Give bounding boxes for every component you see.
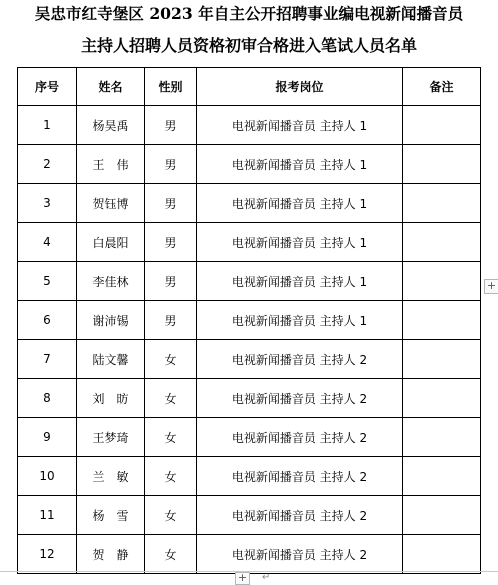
header-position: 报考岗位 bbox=[197, 68, 403, 106]
table-row bbox=[18, 223, 481, 262]
cell-remarks bbox=[403, 184, 481, 223]
cell-remarks bbox=[403, 379, 481, 418]
cell-remarks bbox=[403, 262, 481, 301]
cell-index: 10 bbox=[18, 457, 77, 496]
cell-index: 6 bbox=[18, 301, 77, 340]
cell-position: 电视新闻播音员 主持人 2 bbox=[197, 379, 403, 418]
cell-index: 7 bbox=[18, 340, 77, 379]
table-row bbox=[18, 496, 481, 535]
table-row bbox=[18, 418, 481, 457]
add-row-icon[interactable]: + bbox=[484, 279, 498, 294]
cell-index: 2 bbox=[18, 145, 77, 184]
cell-position: 电视新闻播音员 主持人 1 bbox=[197, 145, 403, 184]
cell-position: 电视新闻播音员 主持人 1 bbox=[197, 301, 403, 340]
cell-remarks bbox=[403, 496, 481, 535]
table-row bbox=[18, 379, 481, 418]
candidate-table bbox=[17, 67, 481, 574]
paragraph-return-icon: ↵ bbox=[262, 572, 271, 583]
cell-remarks bbox=[403, 535, 481, 574]
cell-remarks bbox=[403, 457, 481, 496]
cell-name: 陆文馨 bbox=[77, 340, 145, 379]
header-gender: 性别 bbox=[145, 68, 197, 106]
cell-index: 9 bbox=[18, 418, 77, 457]
cell-gender: 女 bbox=[145, 457, 197, 496]
cell-name: 王 伟 bbox=[77, 145, 145, 184]
cell-name: 李佳林 bbox=[77, 262, 145, 301]
cell-name: 兰 敏 bbox=[77, 457, 145, 496]
cell-position: 电视新闻播音员 主持人 2 bbox=[197, 457, 403, 496]
cell-name: 贺 静 bbox=[77, 535, 145, 574]
cell-gender: 女 bbox=[145, 418, 197, 457]
cell-index: 8 bbox=[18, 379, 77, 418]
header-index: 序号 bbox=[18, 68, 77, 106]
cell-gender: 男 bbox=[145, 262, 197, 301]
cell-gender: 女 bbox=[145, 535, 197, 574]
cell-index: 12 bbox=[18, 535, 77, 574]
table-row bbox=[18, 145, 481, 184]
cell-name: 贺钰博 bbox=[77, 184, 145, 223]
cell-name: 谢沛锡 bbox=[77, 301, 145, 340]
table-row bbox=[18, 457, 481, 496]
cell-gender: 男 bbox=[145, 301, 197, 340]
cell-position: 电视新闻播音员 主持人 1 bbox=[197, 262, 403, 301]
cell-remarks bbox=[403, 145, 481, 184]
table-row bbox=[18, 535, 481, 574]
cell-position: 电视新闻播音员 主持人 1 bbox=[197, 184, 403, 223]
cell-remarks bbox=[403, 301, 481, 340]
cell-gender: 男 bbox=[145, 184, 197, 223]
cell-position: 电视新闻播音员 主持人 2 bbox=[197, 418, 403, 457]
cell-name: 杨昊禹 bbox=[77, 106, 145, 145]
table-row bbox=[18, 262, 481, 301]
header-remarks: 备注 bbox=[403, 68, 481, 106]
cell-index: 1 bbox=[18, 106, 77, 145]
cell-index: 3 bbox=[18, 184, 77, 223]
cell-name: 刘 昉 bbox=[77, 379, 145, 418]
cell-index: 5 bbox=[18, 262, 77, 301]
cell-name: 白晨阳 bbox=[77, 223, 145, 262]
cell-position: 电视新闻播音员 主持人 2 bbox=[197, 340, 403, 379]
cell-gender: 女 bbox=[145, 496, 197, 535]
cell-remarks bbox=[403, 340, 481, 379]
cell-gender: 男 bbox=[145, 223, 197, 262]
cell-name: 杨 雪 bbox=[77, 496, 145, 535]
cell-remarks bbox=[403, 418, 481, 457]
table-row bbox=[18, 301, 481, 340]
cell-remarks bbox=[403, 106, 481, 145]
cell-position: 电视新闻播音员 主持人 1 bbox=[197, 106, 403, 145]
cell-position: 电视新闻播音员 主持人 1 bbox=[197, 223, 403, 262]
header-name: 姓名 bbox=[77, 68, 145, 106]
table-row bbox=[18, 184, 481, 223]
cell-position: 电视新闻播音员 主持人 2 bbox=[197, 535, 403, 574]
document-title-line1: 吴忠市红寺堡区 2023 年自主公开招聘事业编电视新闻播音员 bbox=[34, 4, 464, 23]
cell-gender: 女 bbox=[145, 379, 197, 418]
cell-position: 电视新闻播音员 主持人 2 bbox=[197, 496, 403, 535]
cell-name: 王梦琦 bbox=[77, 418, 145, 457]
table-row bbox=[18, 106, 481, 145]
cell-index: 4 bbox=[18, 223, 77, 262]
cell-index: 11 bbox=[18, 496, 77, 535]
table-row bbox=[18, 340, 481, 379]
document-title-line2: 主持人招聘人员资格初审合格进入笔试人员名单 bbox=[80, 36, 417, 55]
cell-gender: 男 bbox=[145, 145, 197, 184]
cell-gender: 女 bbox=[145, 340, 197, 379]
cell-remarks bbox=[403, 223, 481, 262]
add-row-icon[interactable]: + bbox=[235, 572, 250, 585]
table-header-row bbox=[18, 68, 481, 106]
cell-gender: 男 bbox=[145, 106, 197, 145]
